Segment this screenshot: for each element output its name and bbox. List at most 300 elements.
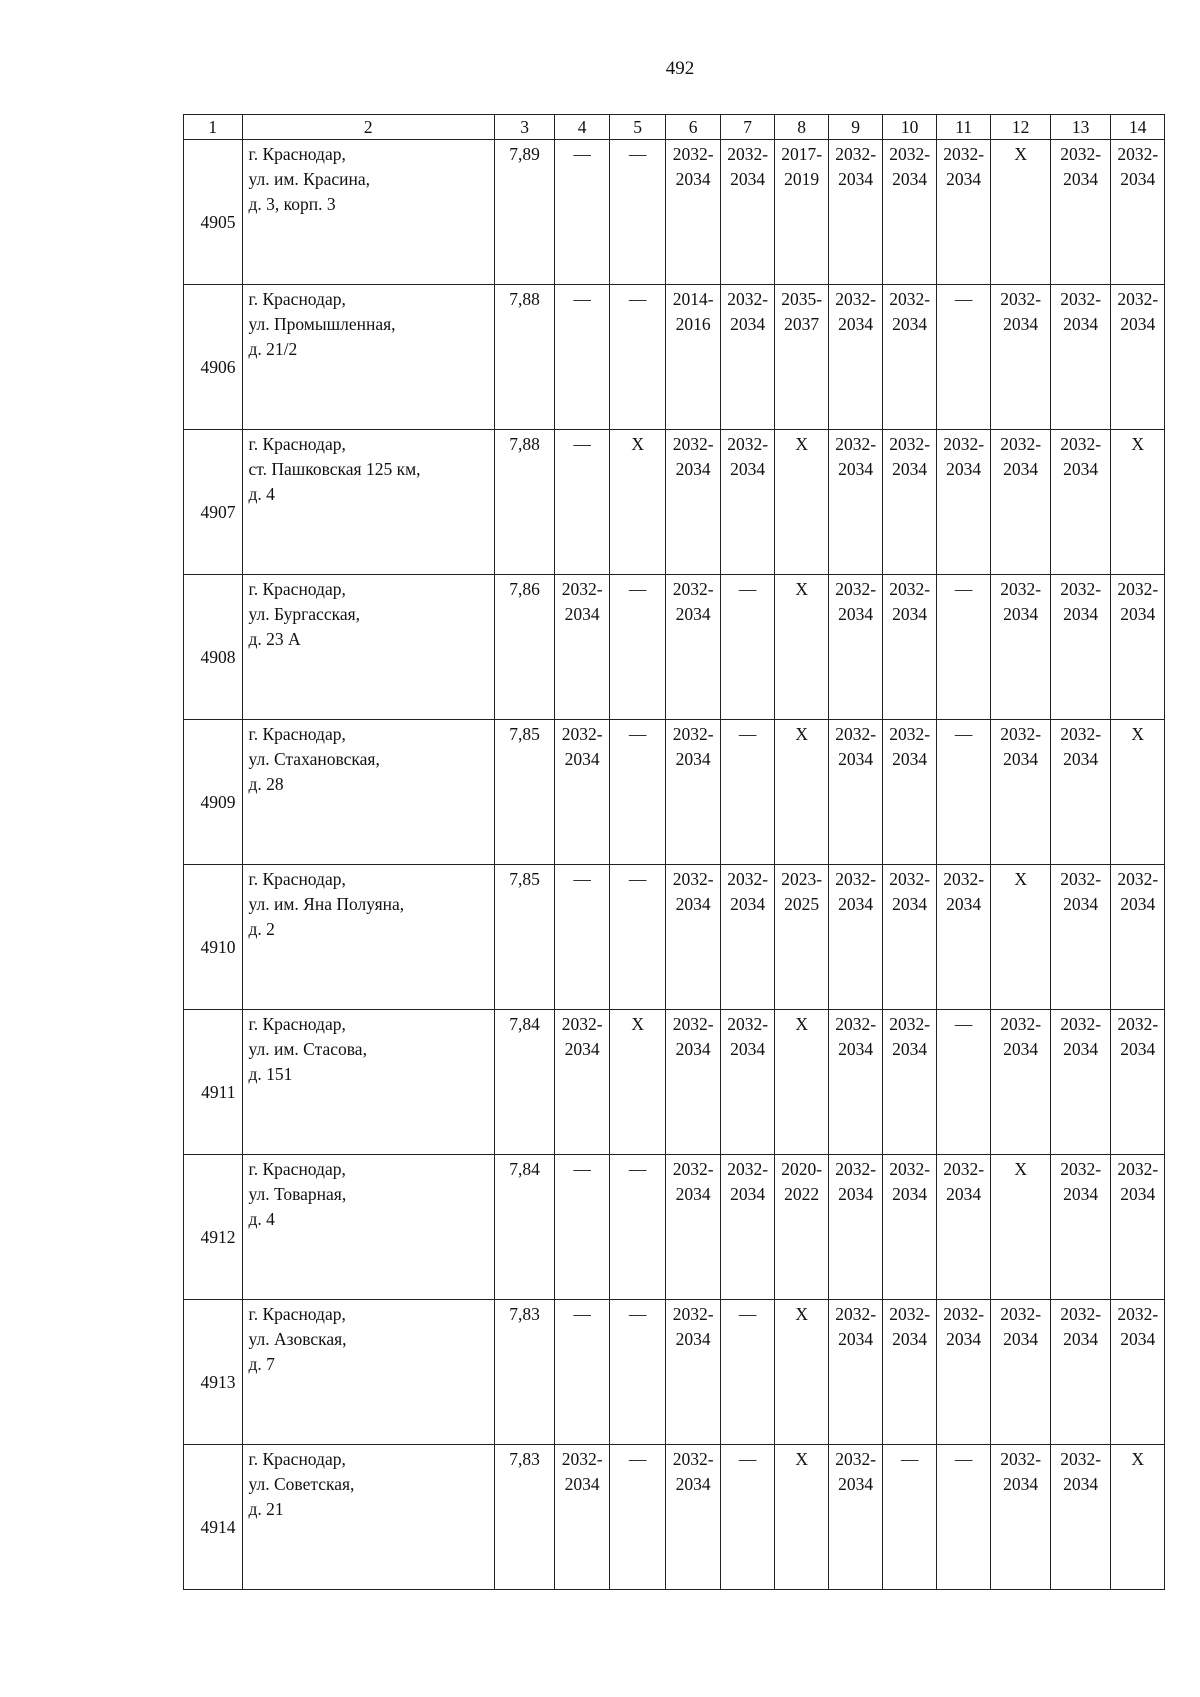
period-value: 2032- — [835, 434, 877, 454]
column-number-11: 11 — [936, 115, 991, 140]
period-value: 2032- — [561, 1014, 603, 1034]
period-value: 2034 — [564, 749, 600, 769]
period-cell — [555, 140, 610, 285]
period-value: 2032- — [889, 724, 931, 744]
period-value: 2034 — [675, 1329, 711, 1349]
period-value: 2032- — [727, 1014, 769, 1034]
address-cell — [242, 575, 494, 720]
period-value: 2034 — [1120, 604, 1156, 624]
period-value: 2034 — [1003, 604, 1039, 624]
period-value: — — [954, 724, 973, 744]
period-cell — [1050, 1010, 1111, 1155]
period-value: 2032- — [1000, 289, 1042, 309]
period-value: 2032- — [561, 724, 603, 744]
period-value: 2034 — [1003, 459, 1039, 479]
period-value: 2034 — [1063, 1039, 1099, 1059]
period-cell — [720, 285, 775, 430]
address-line: г. Краснодар, — [248, 144, 346, 164]
period-cell — [609, 140, 666, 285]
period-value: Х — [795, 1449, 808, 1469]
period-cell — [883, 575, 936, 720]
period-value: 2023- — [781, 869, 823, 889]
period-cell — [609, 1010, 666, 1155]
period-value: 2032- — [1117, 1014, 1159, 1034]
period-value: Х — [795, 579, 808, 599]
period-value: 2032- — [672, 1159, 714, 1179]
period-cell — [609, 865, 666, 1010]
period-cell — [1111, 140, 1165, 285]
period-value: 2032- — [672, 1304, 714, 1324]
period-value: 2034 — [1120, 1184, 1156, 1204]
area-cell: 7,89 — [494, 140, 555, 285]
period-value: 2032- — [672, 869, 714, 889]
period-cell — [883, 140, 936, 285]
column-number-10: 10 — [883, 115, 936, 140]
period-value: 2032- — [561, 1449, 603, 1469]
period-cell — [775, 865, 828, 1010]
period-cell — [883, 1010, 936, 1155]
period-cell — [609, 575, 666, 720]
period-cell — [555, 1010, 610, 1155]
period-value: 2032- — [1060, 289, 1102, 309]
address-line: ул. Товарная, — [248, 1184, 347, 1204]
period-cell — [720, 1155, 775, 1300]
period-cell — [1111, 285, 1165, 430]
period-value: 2032- — [1060, 579, 1102, 599]
period-cell — [1050, 575, 1111, 720]
period-value: 2034 — [838, 314, 874, 334]
period-value: 2032- — [1117, 289, 1159, 309]
area-cell: 7,83 — [494, 1445, 555, 1590]
period-cell — [828, 430, 883, 575]
table-row — [184, 865, 1165, 1010]
period-value: — — [573, 869, 591, 889]
period-cell — [828, 720, 883, 865]
period-value: 2032- — [1000, 579, 1042, 599]
period-cell — [1111, 865, 1165, 1010]
period-value: 2019 — [784, 169, 820, 189]
column-number-2: 2 — [242, 115, 494, 140]
column-number-row — [184, 115, 1165, 140]
period-value: — — [628, 579, 647, 599]
period-value: Х — [1014, 1159, 1027, 1179]
period-value: 2032- — [835, 869, 877, 889]
period-value: 2034 — [1120, 1329, 1156, 1349]
period-value: 2034 — [1003, 1039, 1039, 1059]
period-value: Х — [1131, 724, 1145, 744]
area-cell: 7,83 — [494, 1300, 555, 1445]
period-value: 2034 — [838, 459, 874, 479]
period-cell — [883, 865, 936, 1010]
period-value: 2034 — [1003, 1329, 1039, 1349]
period-value: 2034 — [892, 1329, 928, 1349]
period-value: 2020- — [781, 1159, 823, 1179]
period-value: Х — [795, 1014, 808, 1034]
period-value: 2034 — [675, 894, 711, 914]
column-number-8: 8 — [775, 115, 828, 140]
address-line: ул. им. Яна Полуяна, — [248, 894, 405, 914]
period-value: 2032- — [727, 289, 769, 309]
period-cell — [555, 720, 610, 865]
period-value: 2032- — [835, 1449, 877, 1469]
period-cell — [991, 285, 1051, 430]
period-value: 2032- — [835, 579, 877, 599]
row-number: 4905 — [184, 140, 243, 285]
period-value: 2017- — [781, 144, 823, 164]
period-value: 2014- — [672, 289, 714, 309]
address-cell — [242, 140, 494, 285]
address-cell — [242, 1300, 494, 1445]
period-value: 2034 — [892, 1184, 928, 1204]
period-value: 2032- — [727, 869, 769, 889]
period-cell — [609, 285, 666, 430]
period-value: 2034 — [564, 604, 600, 624]
period-value: 2034 — [675, 1184, 711, 1204]
period-value: 2037 — [784, 314, 820, 334]
period-value: 2034 — [838, 1474, 874, 1494]
period-value: — — [573, 289, 591, 309]
period-value: 2032- — [835, 144, 877, 164]
period-value: 2032- — [943, 1159, 985, 1179]
period-cell — [555, 575, 610, 720]
period-value: 2034 — [1120, 169, 1156, 189]
period-cell — [666, 430, 721, 575]
period-value: 2032- — [943, 1304, 985, 1324]
period-value: 2032- — [727, 434, 769, 454]
period-value: 2032- — [1060, 434, 1102, 454]
period-cell — [828, 140, 883, 285]
period-value: — — [628, 289, 647, 309]
period-cell — [991, 865, 1051, 1010]
period-cell — [666, 1155, 721, 1300]
period-cell — [936, 140, 991, 285]
period-cell — [775, 430, 828, 575]
address-cell — [242, 1010, 494, 1155]
row-number: 4908 — [184, 575, 243, 720]
page-number: 492 — [665, 58, 695, 79]
period-cell — [666, 1445, 721, 1590]
period-value: 2034 — [1120, 1039, 1156, 1059]
period-value: 2032- — [1000, 1449, 1042, 1469]
table-row — [184, 720, 1165, 865]
period-cell — [991, 1010, 1051, 1155]
period-cell — [666, 575, 721, 720]
period-value: 2034 — [564, 1039, 600, 1059]
table-row — [184, 1445, 1165, 1590]
period-value: 2032- — [1060, 144, 1102, 164]
period-value: Х — [1131, 1449, 1145, 1469]
period-cell — [1050, 1155, 1111, 1300]
period-value: 2032- — [889, 1014, 931, 1034]
period-value: 2025 — [784, 894, 820, 914]
period-value: 2032- — [672, 1014, 714, 1034]
period-value: 2032- — [727, 144, 769, 164]
period-value: 2032- — [889, 289, 931, 309]
housing-register-table — [183, 114, 1165, 1590]
period-cell — [720, 865, 775, 1010]
period-cell — [609, 1445, 666, 1590]
period-cell — [883, 285, 936, 430]
period-value: 2034 — [946, 459, 982, 479]
period-cell — [936, 430, 991, 575]
area-cell: 7,86 — [494, 575, 555, 720]
period-cell — [828, 1155, 883, 1300]
period-cell — [883, 430, 936, 575]
period-value: 2034 — [892, 604, 928, 624]
period-cell — [883, 1300, 936, 1445]
period-cell — [1111, 575, 1165, 720]
period-value: — — [573, 434, 591, 454]
address-line: ул. Азовская, — [248, 1329, 347, 1349]
period-value: 2034 — [892, 894, 928, 914]
period-value: 2032- — [672, 434, 714, 454]
period-value: — — [628, 869, 647, 889]
column-number-5: 5 — [609, 115, 666, 140]
period-value: 2034 — [675, 1474, 711, 1494]
period-value: 2032- — [1060, 1304, 1102, 1324]
period-cell — [991, 575, 1051, 720]
period-value: 2034 — [730, 894, 766, 914]
period-value: 2034 — [675, 749, 711, 769]
address-line: ул. Советская, — [248, 1474, 355, 1494]
address-line: д. 4 — [248, 1209, 275, 1229]
period-value: 2032- — [889, 1304, 931, 1324]
table-row — [184, 1010, 1165, 1155]
period-value: 2034 — [1063, 749, 1099, 769]
period-value: 2032- — [1000, 434, 1042, 454]
period-value: — — [738, 1304, 757, 1324]
period-value: 2034 — [730, 1039, 766, 1059]
address-line: г. Краснодар, — [248, 434, 346, 454]
address-line: ул. Стахановская, — [248, 749, 380, 769]
period-cell — [883, 1445, 936, 1590]
period-cell — [609, 430, 666, 575]
period-cell — [1050, 430, 1111, 575]
row-number: 4911 — [184, 1010, 243, 1155]
table-row — [184, 430, 1165, 575]
row-number: 4913 — [184, 1300, 243, 1445]
period-value: 2034 — [892, 1039, 928, 1059]
period-value: — — [954, 1014, 973, 1034]
period-value: 2016 — [675, 314, 711, 334]
period-cell — [828, 575, 883, 720]
period-cell — [720, 140, 775, 285]
period-value: 2034 — [892, 749, 928, 769]
column-number-4: 4 — [555, 115, 610, 140]
period-value: 2032- — [1060, 869, 1102, 889]
address-cell — [242, 1445, 494, 1590]
period-cell — [666, 720, 721, 865]
period-cell — [720, 1445, 775, 1590]
period-value: — — [573, 144, 591, 164]
period-value: 2032- — [943, 144, 985, 164]
period-value: — — [628, 1449, 647, 1469]
period-value: 2034 — [730, 459, 766, 479]
period-cell — [1050, 865, 1111, 1010]
address-line: д. 2 — [248, 919, 275, 939]
period-cell — [775, 285, 828, 430]
period-value: 2032- — [889, 869, 931, 889]
address-cell — [242, 720, 494, 865]
period-cell — [991, 720, 1051, 865]
address-line: г. Краснодар, — [248, 1304, 346, 1324]
period-value: 2034 — [1063, 1474, 1099, 1494]
address-cell — [242, 430, 494, 575]
period-cell — [555, 1300, 610, 1445]
column-number-13: 13 — [1050, 115, 1111, 140]
period-value: — — [628, 1304, 647, 1324]
period-cell — [828, 1010, 883, 1155]
period-cell — [1111, 1155, 1165, 1300]
period-value: 2034 — [675, 1039, 711, 1059]
period-cell — [936, 1300, 991, 1445]
period-value: Х — [1131, 434, 1145, 454]
address-line: ул. Промышленная, — [248, 314, 396, 334]
period-cell — [883, 1155, 936, 1300]
period-cell — [720, 1300, 775, 1445]
period-cell — [666, 1010, 721, 1155]
period-value: Х — [1014, 869, 1027, 889]
period-value: 2034 — [838, 749, 874, 769]
period-value: 2034 — [1063, 1184, 1099, 1204]
period-value: 2034 — [1063, 1329, 1099, 1349]
address-line: ул. Бургасская, — [248, 604, 361, 624]
period-cell — [991, 1300, 1051, 1445]
address-cell — [242, 285, 494, 430]
period-value: 2032- — [1000, 1014, 1042, 1034]
period-value: 2034 — [838, 1329, 874, 1349]
row-number: 4906 — [184, 285, 243, 430]
address-line: г. Краснодар, — [248, 579, 346, 599]
period-value: 2032- — [1117, 1159, 1159, 1179]
column-number-9: 9 — [828, 115, 883, 140]
period-cell — [555, 285, 610, 430]
period-value: 2032- — [672, 1449, 714, 1469]
period-value: 2034 — [946, 1184, 982, 1204]
address-line: д. 21/2 — [248, 339, 298, 359]
period-cell — [936, 720, 991, 865]
period-value: 2032- — [1117, 144, 1159, 164]
period-value: 2032- — [835, 1014, 877, 1034]
period-value: 2034 — [892, 169, 928, 189]
period-value: 2032- — [672, 579, 714, 599]
address-line: г. Краснодар, — [248, 724, 346, 744]
period-cell — [883, 720, 936, 865]
period-value: 2034 — [838, 169, 874, 189]
address-line: г. Краснодар, — [248, 1449, 346, 1469]
period-value: 2032- — [835, 1304, 877, 1324]
period-cell — [609, 1155, 666, 1300]
period-cell — [555, 430, 610, 575]
period-value: Х — [795, 724, 808, 744]
period-cell — [555, 865, 610, 1010]
period-cell — [555, 1445, 610, 1590]
period-value: 2032- — [943, 434, 985, 454]
period-cell — [991, 1155, 1051, 1300]
period-cell — [991, 430, 1051, 575]
address-cell — [242, 1155, 494, 1300]
period-value: Х — [795, 1304, 808, 1324]
period-cell — [720, 720, 775, 865]
address-line: г. Краснодар, — [248, 1014, 346, 1034]
period-value: 2034 — [1063, 459, 1099, 479]
column-number-7: 7 — [720, 115, 775, 140]
period-value: 2032- — [835, 724, 877, 744]
period-value: 2034 — [946, 1329, 982, 1349]
period-value: 2034 — [946, 169, 982, 189]
period-cell — [828, 1300, 883, 1445]
period-value: — — [573, 1304, 591, 1324]
period-cell — [720, 1010, 775, 1155]
period-cell — [936, 1155, 991, 1300]
period-value: Х — [631, 434, 644, 454]
address-line: д. 23 А — [248, 629, 301, 649]
address-line: ул. им. Стасова, — [248, 1039, 367, 1059]
period-cell — [1111, 430, 1165, 575]
period-cell — [936, 1010, 991, 1155]
address-line: д. 4 — [248, 484, 275, 504]
area-cell: 7,85 — [494, 720, 555, 865]
period-cell — [609, 1300, 666, 1445]
period-cell — [1111, 1010, 1165, 1155]
period-value: 2032- — [1000, 724, 1042, 744]
period-value: — — [738, 579, 757, 599]
address-line: д. 151 — [248, 1064, 293, 1084]
period-value: 2032- — [1060, 1159, 1102, 1179]
column-number-3: 3 — [494, 115, 555, 140]
period-cell — [991, 1445, 1051, 1590]
period-value: 2032- — [1000, 1304, 1042, 1324]
period-value: 2034 — [838, 604, 874, 624]
period-value: 2034 — [1120, 894, 1156, 914]
period-cell — [775, 720, 828, 865]
period-value: 2034 — [838, 1184, 874, 1204]
period-value: 2034 — [1063, 604, 1099, 624]
period-value: Х — [631, 1014, 644, 1034]
period-value: — — [900, 1449, 919, 1469]
area-cell: 7,88 — [494, 285, 555, 430]
address-line: д. 21 — [248, 1499, 284, 1519]
period-value: — — [628, 144, 647, 164]
period-cell — [936, 865, 991, 1010]
period-cell — [1050, 285, 1111, 430]
period-value: 2032- — [561, 579, 603, 599]
period-value: 2032- — [889, 579, 931, 599]
period-value: 2032- — [889, 144, 931, 164]
period-value: 2032- — [1060, 1449, 1102, 1469]
period-cell — [666, 865, 721, 1010]
period-cell — [775, 1155, 828, 1300]
period-value: 2032- — [943, 869, 985, 889]
period-cell — [1111, 1445, 1165, 1590]
address-line: г. Краснодар, — [248, 289, 346, 309]
period-value: — — [628, 1159, 647, 1179]
period-value: Х — [1014, 144, 1027, 164]
address-line: ст. Пашковская 125 км, — [248, 459, 421, 479]
period-cell — [720, 430, 775, 575]
period-value: 2034 — [564, 1474, 600, 1494]
period-value: 2034 — [1120, 314, 1156, 334]
period-value: 2032- — [1117, 579, 1159, 599]
period-value: 2034 — [1063, 314, 1099, 334]
period-value: 2034 — [838, 894, 874, 914]
period-cell — [555, 1155, 610, 1300]
period-value: 2034 — [1063, 894, 1099, 914]
period-value: 2032- — [1117, 1304, 1159, 1324]
period-cell — [1050, 720, 1111, 865]
period-value: 2034 — [675, 604, 711, 624]
address-line: д. 28 — [248, 774, 284, 794]
